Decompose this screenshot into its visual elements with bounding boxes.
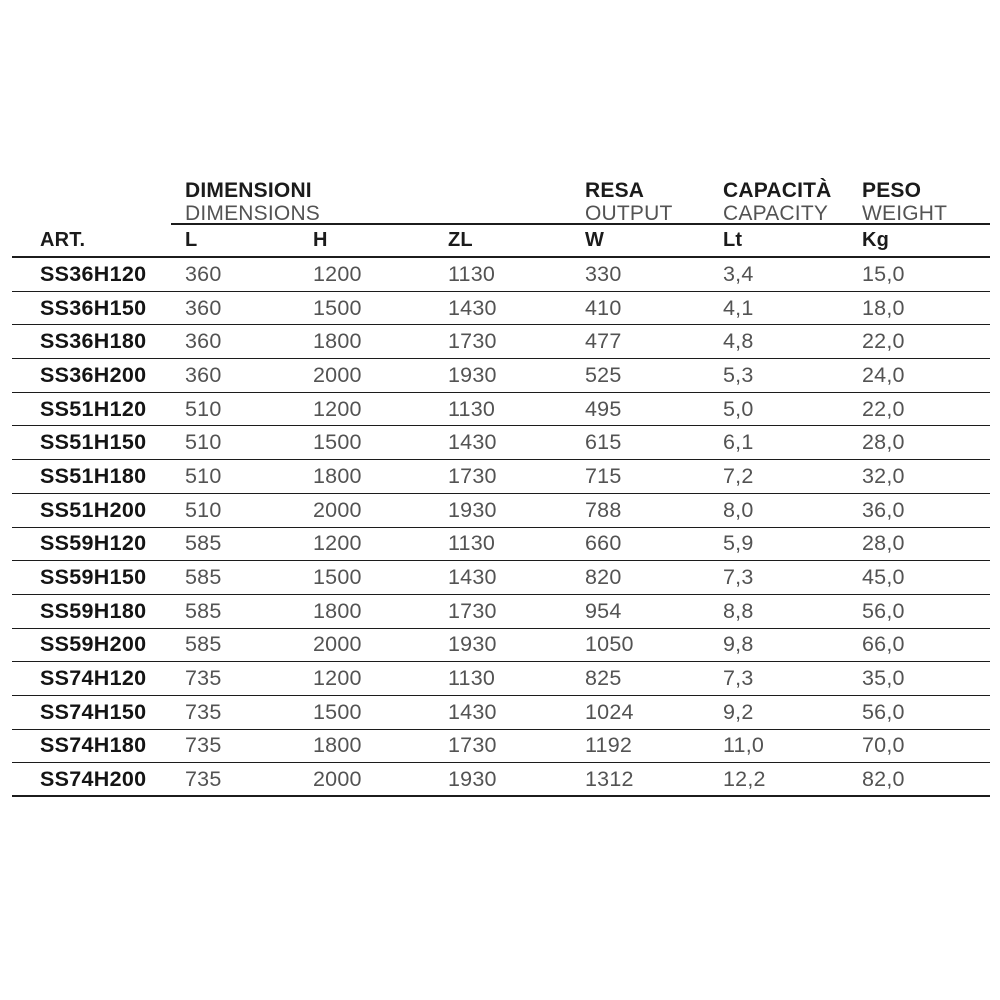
art-code: SS51H120: [40, 396, 147, 421]
table-row: [12, 629, 990, 663]
h-value: 1800: [313, 598, 362, 623]
lt-value: 7,2: [723, 463, 754, 488]
kg-value: 18,0: [862, 295, 905, 320]
lt-value: 12,2: [723, 766, 766, 791]
unit-header-h: H: [313, 229, 328, 251]
zl-value: 1730: [448, 598, 497, 623]
h-value: 1500: [313, 699, 362, 724]
art-code: SS36H200: [40, 362, 147, 387]
w-value: 660: [585, 531, 622, 556]
l-value: 360: [185, 329, 222, 354]
h-value: 1200: [313, 666, 362, 691]
header-group-weight: [862, 179, 947, 225]
zl-value: 1930: [448, 766, 497, 791]
kg-value: 15,0: [862, 261, 905, 286]
lt-value: 8,8: [723, 598, 754, 623]
kg-value: 56,0: [862, 598, 905, 623]
unit-header-lt: Lt: [723, 229, 743, 251]
h-value: 1500: [313, 565, 362, 590]
zl-value: 1730: [448, 733, 497, 758]
zl-value: 1730: [448, 463, 497, 488]
w-value: 1050: [585, 632, 634, 657]
kg-value: 36,0: [862, 497, 905, 522]
l-value: 510: [185, 463, 222, 488]
table-row: [12, 696, 990, 730]
group-subtitle-capacity: CAPACITY: [723, 202, 829, 225]
table-row: [12, 460, 990, 494]
lt-value: 5,9: [723, 531, 754, 556]
header-group-output: [585, 179, 673, 225]
table-row: [12, 359, 990, 393]
lt-value: 5,0: [723, 396, 754, 421]
lt-value: 8,0: [723, 497, 754, 522]
h-value: 2000: [313, 497, 362, 522]
unit-header-kg: Kg: [862, 229, 890, 251]
table-row: [12, 730, 990, 764]
w-value: 788: [585, 497, 622, 522]
h-value: 2000: [313, 362, 362, 387]
lt-value: 3,4: [723, 261, 754, 286]
h-value: 1800: [313, 463, 362, 488]
art-code: SS36H180: [40, 329, 147, 354]
zl-value: 1130: [448, 396, 496, 421]
column-header-row: [12, 225, 990, 258]
zl-value: 1430: [448, 565, 497, 590]
zl-value: 1730: [448, 329, 497, 354]
l-value: 360: [185, 261, 222, 286]
w-value: 715: [585, 463, 622, 488]
h-value: 2000: [313, 632, 362, 657]
l-value: 585: [185, 531, 222, 556]
table-row: [12, 325, 990, 359]
art-code: SS74H150: [40, 699, 147, 724]
group-title-dimensioni: DIMENSIONI: [185, 179, 312, 202]
art-code: SS74H200: [40, 766, 147, 791]
kg-value: 22,0: [862, 396, 905, 421]
zl-value: 1930: [448, 632, 497, 657]
zl-value: 1130: [448, 261, 496, 286]
header-group-capacity: [723, 179, 832, 225]
l-value: 360: [185, 295, 222, 320]
unit-header-l: L: [185, 229, 198, 251]
kg-value: 24,0: [862, 362, 905, 387]
lt-value: 9,8: [723, 632, 754, 657]
w-value: 410: [585, 295, 622, 320]
header-group-dimensions: [185, 179, 320, 225]
h-value: 1200: [313, 396, 362, 421]
l-value: 735: [185, 699, 222, 724]
kg-value: 22,0: [862, 329, 905, 354]
zl-value: 1930: [448, 497, 497, 522]
lt-value: 5,3: [723, 362, 754, 387]
h-value: 1800: [313, 733, 362, 758]
kg-value: 70,0: [862, 733, 905, 758]
w-value: 954: [585, 598, 622, 623]
group-title-peso: PESO: [862, 179, 922, 202]
lt-value: 9,2: [723, 699, 754, 724]
w-value: 615: [585, 430, 622, 455]
w-value: 1024: [585, 699, 634, 724]
group-title-resa: RESA: [585, 179, 645, 202]
zl-value: 1430: [448, 699, 497, 724]
l-value: 510: [185, 396, 222, 421]
h-value: 1200: [313, 531, 362, 556]
group-subtitle-weight: WEIGHT: [862, 202, 948, 225]
l-value: 585: [185, 632, 222, 657]
lt-value: 6,1: [723, 430, 754, 455]
w-value: 820: [585, 565, 622, 590]
l-value: 735: [185, 733, 222, 758]
lt-value: 4,1: [723, 295, 754, 320]
w-value: 477: [585, 329, 622, 354]
kg-value: 45,0: [862, 565, 905, 590]
art-code: SS51H200: [40, 497, 147, 522]
unit-header-zl: ZL: [448, 229, 473, 251]
l-value: 735: [185, 666, 222, 691]
w-value: 525: [585, 362, 622, 387]
h-value: 1500: [313, 295, 362, 320]
art-code: SS74H120: [40, 666, 147, 691]
zl-value: 1130: [448, 666, 496, 691]
lt-value: 4,8: [723, 329, 754, 354]
spec-table: [12, 179, 990, 797]
group-title-capacita: CAPACITÀ: [723, 179, 832, 202]
art-column-header: ART.: [40, 229, 86, 251]
art-code: SS36H150: [40, 295, 147, 320]
w-value: 1192: [585, 733, 633, 758]
table-row: [12, 561, 990, 595]
h-value: 1500: [313, 430, 362, 455]
table-row: [12, 426, 990, 460]
table-row: [12, 595, 990, 629]
kg-value: 35,0: [862, 666, 905, 691]
h-value: 1800: [313, 329, 362, 354]
zl-value: 1130: [448, 531, 496, 556]
w-value: 1312: [585, 766, 634, 791]
kg-value: 32,0: [862, 463, 905, 488]
l-value: 585: [185, 565, 222, 590]
table-row: [12, 494, 990, 528]
art-code: SS59H120: [40, 531, 147, 556]
w-value: 330: [585, 261, 622, 286]
kg-value: 56,0: [862, 699, 905, 724]
group-subtitle-output: OUTPUT: [585, 202, 673, 225]
kg-value: 28,0: [862, 430, 905, 455]
h-value: 2000: [313, 766, 362, 791]
l-value: 360: [185, 362, 222, 387]
art-code: SS59H150: [40, 565, 147, 590]
group-subtitle-dimensions: DIMENSIONS: [185, 202, 321, 225]
art-code: SS59H200: [40, 632, 147, 657]
art-code: SS51H150: [40, 430, 147, 455]
lt-value: 7,3: [723, 565, 754, 590]
table-row: [12, 528, 990, 562]
w-value: 825: [585, 666, 622, 691]
table-body: [12, 258, 990, 797]
l-value: 735: [185, 766, 222, 791]
zl-value: 1430: [448, 295, 497, 320]
art-code: SS74H180: [40, 733, 147, 758]
l-value: 510: [185, 430, 222, 455]
l-value: 510: [185, 497, 222, 522]
lt-value: 7,3: [723, 666, 754, 691]
h-value: 1200: [313, 261, 362, 286]
header-group-row: [171, 179, 990, 225]
zl-value: 1430: [448, 430, 497, 455]
art-code: SS59H180: [40, 598, 147, 623]
kg-value: 82,0: [862, 766, 905, 791]
unit-header-w: W: [585, 229, 605, 251]
art-code: SS51H180: [40, 463, 147, 488]
zl-value: 1930: [448, 362, 497, 387]
l-value: 585: [185, 598, 222, 623]
kg-value: 28,0: [862, 531, 905, 556]
table-row: [12, 763, 990, 797]
table-row: [12, 662, 990, 696]
table-row: [12, 292, 990, 326]
table-row: [12, 258, 990, 292]
table-row: [12, 393, 990, 427]
w-value: 495: [585, 396, 622, 421]
art-code: SS36H120: [40, 261, 147, 286]
kg-value: 66,0: [862, 632, 905, 657]
lt-value: 11,0: [723, 733, 765, 758]
